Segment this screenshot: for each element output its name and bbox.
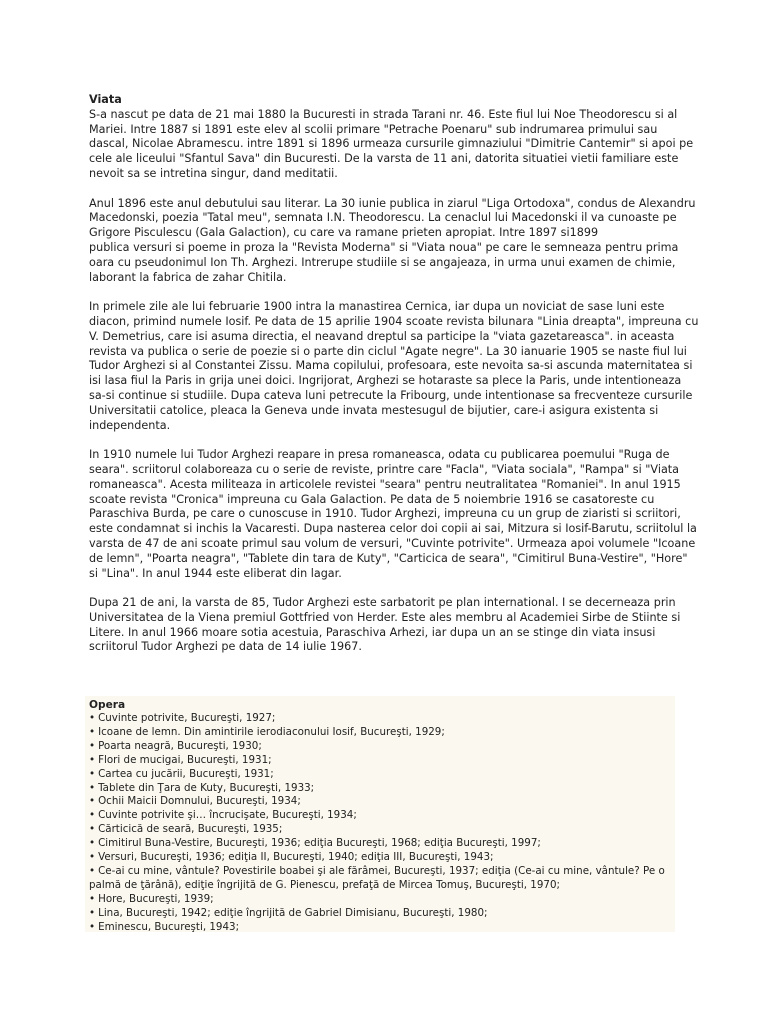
biography-paragraph: In primele zile ale lui februarie 1900 intra la manastirea Cernica, iar dupa un noviciat de sase luni este diacon, primind numele Iosif. Pe data de 15 aprilie 1904 scoate revista bilunara "Linia dreapta", impreuna cu V. Demetrius, care isi asuma directia, el neavand dreptul sa participe la "viata gazetareasca". in aceasta revista va publica o serie de poezie si o parte din ciclul "Agate negre". La 30 ianuarie 1905 se naste fiul lui Tudor Arghezi si al Constantei Zissu. Mama copilului, profesoara, este nevoita sa-si ascunda maternitatea si isi lasa fiul la Paris in grija unei doici. Ingrijorat, Arghezi se hotaraste sa plece la Paris, unde intentioneaza sa-si continue si studiile. Dupa cateva luni petrecute la Fribourg, unde intentionase sa frecventeze cursurile Universitatii catolice, pleaca la Geneva unde invata mestesugul de bijutier, care-i asigura existenta si independenta. [89,300,699,432]
works-list-item: • Ochii Maicii Domnului, Bucureşti, 1934; [89,795,675,809]
works-heading: Opera [89,699,126,711]
works-list-item: • Cuvinte potrivite, Bucureşti, 1927; [89,712,675,726]
works-list-item: • Eminescu, Bucureşti, 1943; [89,921,675,935]
works-list-item: • Ce-ai cu mine, vântule? Povestirile boabei şi ale fărâmei, Bucureşti, 1937; ediţia (Ce-ai cu mine, vântule? Pe o palmă de ţărână), ediţie îngrijită de G. Pienescu, prefaţă de Mircea Tomuş, Bucureşti, 1970; [89,865,675,893]
works-list-item: • Cărticică de seară, Bucureşti, 1935; [89,823,675,837]
biography-section [89,93,719,670]
works-list [89,712,675,935]
works-list-item: • Icoane de lemn. Din amintirile ierodiaconului Iosif, Bucureşti, 1929; [89,726,675,740]
works-list-item: • Cartea cu jucării, Bucureşti, 1931; [89,768,675,782]
biography-paragraph: In 1910 numele lui Tudor Arghezi reapare in presa romaneasca, odata cu publicarea poemului "Ruga de seara". scriitorul colaboreaza cu o serie de reviste, printre care "Facla", "Viata sociala", "Rampa" si "Viata romaneasca". Acesta militeaza in articolele revistei "seara" pentru neutralitatea "Romaniei". In anul 1915 scoate revista "Cronica" impreuna cu Gala Galaction. Pe data de 5 noiembrie 1916 se casatoreste cu Paraschiva Burda, pe care o cunoscuse in 1910. Tudor Arghezi, impreuna cu un grup de ziaristi si scriitori, este condamnat si inchis la Vacaresti. Dupa nasterea celor doi copii ai sai, Mitzura si Iosif-Barutu, scriitolul la varsta de 47 de ani scoate primul sau volum de versuri, "Cuvinte potrivite". Urmeaza apoi volumele "Icoane de lemn", "Poarta neagra", "Tablete din tara de Kuty", "Carticica de seara", "Cimitirul Buna-Vestire", "Hore" si "Lina". In anul 1944 este eliberat din lagar. [89,448,697,580]
works-list-item: • Hore, Bucureşti, 1939; [89,893,675,907]
works-list-item: • Flori de mucigai, Bucureşti, 1931; [89,754,675,768]
works-list-item: • Cuvinte potrivite şi… încrucişate, Bucureşti, 1934; [89,809,675,823]
works-list-item: • Lina, Bucureşti, 1942; ediţie îngrijită de Gabriel Dimisianu, Bucureşti, 1980; [89,907,675,921]
biography-paragraph: Dupa 21 de ani, la varsta de 85, Tudor Arghezi este sarbatorit pe plan international. I se decerneaza prin Universitatea de la Viena premiul Gottfried von Herder. Este ales membru al Academiei Sirbe de Stiinte si Litere. In anul 1966 moare sotia acestuia, Paraschiva Arhezi, iar dupa un an se stinge din viata insusi scriitorul Tudor Arghezi pe data de 14 iulie 1967. [89,596,681,654]
works-list-item: • Versuri, Bucureşti, 1936; ediţia II, Bucureşti, 1940; ediţia III, Bucureşti, 1943; [89,851,675,865]
works-list-item: • Poarta neagră, Bucureşti, 1930; [89,740,675,754]
biography-paragraph: S-a nascut pe data de 21 mai 1880 la Bucuresti in strada Tarani nr. 46. Este fiul lui Noe Theodorescu si al Mariei. Intre 1887 si 1891 este elev al scolii primare "Petrache Poenaru" sub indrumarea primului sau dascal, Nicolae Abramescu. intre 1891 si 1896 urmeaza cursurile gimnaziului "Dimitrie Cantemir" si apoi pe cele ale liceului "Sfantul Sava" din Bucuresti. De la varsta de 11 ani, datorita situatiei vietii familiare este nevoit sa se intretina singur, dand meditatii. [89,107,694,180]
works-section [85,696,675,932]
works-list-item: • Tablete din Ţara de Kuty, Bucureşti, 1933; [89,782,675,796]
biography-paragraph: Anul 1896 este anul debutului sau literar. La 30 iunie publica in ziarul "Liga Ortodoxa", condus de Alexandru Macedonski, poezia "Tatal meu", semnata I.N. Theodorescu. La cenaclul lui Macedonski il va cunoaste pe Grigore Pisculescu (Gala Galaction), cu care va ramane prieten apropiat. Intre 1897 si1899 publica versuri si poeme in proza la "Revista Moderna" si "Viata noua" pe care le semneaza pentru prima oara cu pseudonimul Ion Th. Arghezi. Intrerupe studiile si se angajeaza, in urma unui examen de chimie, laborant la fabrica de zahar Chitila. [89,196,696,284]
biography-heading: Viata [89,93,122,106]
works-list-item: • Cimitirul Buna-Vestire, Bucureşti, 1936; ediţia Bucureşti, 1968; ediţia Bucureşti, 1997; [89,837,675,851]
